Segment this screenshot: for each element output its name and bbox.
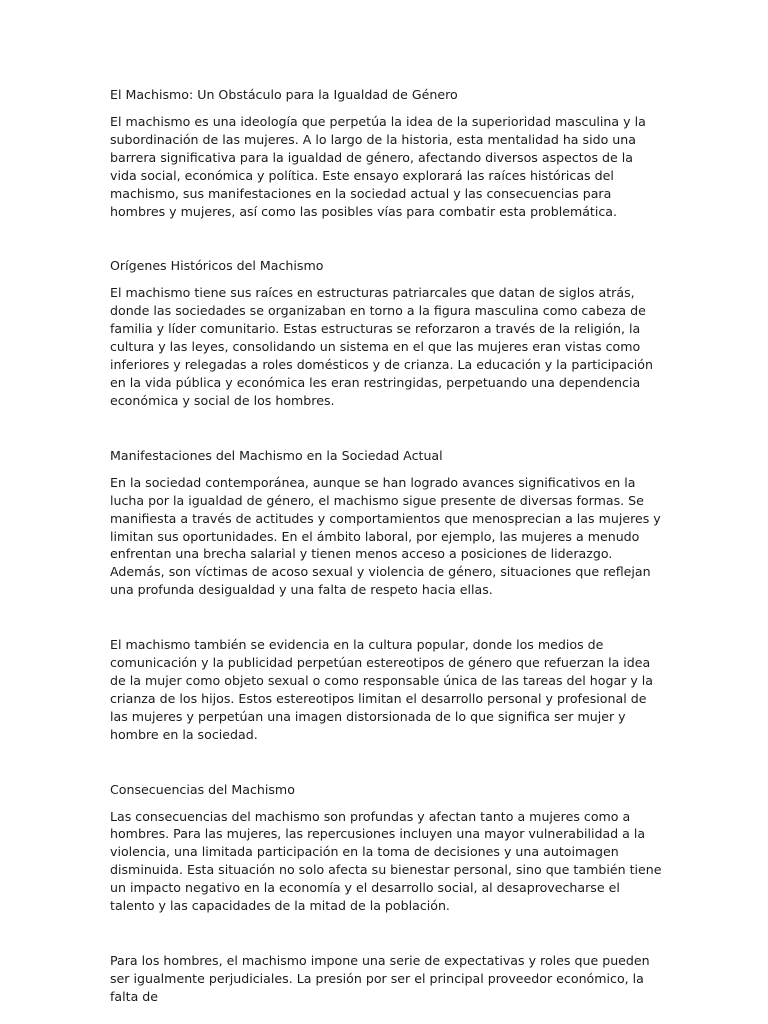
paragraph-spacer	[110, 744, 662, 781]
origins-paragraph: El machismo tiene sus raíces en estructuras patriarcales que datan de siglos atrás, donde las sociedades se organizaban en torno a la figura masculina como cabeza de familia y líder comunitario. Estas estructuras se reforzaron a través de la religión, la cultura y las leyes, consolidando un sistema en el que las mujeres eran vistas como inferiores y relegadas a roles domésticos y de crianza. La educación y la participación en la vida pública y económica les eran restringidas, perpetuando una dependencia económica y social de los hombres.	[110, 285, 653, 408]
paragraph-spacer	[110, 915, 662, 952]
section-heading-manifestations: Manifestaciones del Machismo en la Sociedad Actual	[110, 447, 443, 463]
section-heading-consequences: Consecuencias del Machismo	[110, 781, 295, 797]
manifestations-paragraph-2: El machismo también se evidencia en la cultura popular, donde los medios de comunicación y la publicidad perpetúan estereotipos de género que refuerzan la idea de la mujer como objeto sexual o como responsable única de las tareas del hogar y la crianza de los hijos. Estos estereotipos limitan el desarrollo personal y profesional de las mujeres y perpetúan una imagen distorsionada de lo que significa ser mujer y hombre en la sociedad.	[110, 637, 654, 742]
manifestations-paragraph-1: En la sociedad contemporánea, aunque se han logrado avances significativos en la lucha por la igualdad de género, el machismo sigue presente de diversas formas. Se manifiesta a través de actitudes y comportamientos que menosprecian a las mujeres y limitan sus oportunidades. En el ámbito laboral, por ejemplo, las mujeres a menudo enfrentan una brecha salarial y tienen menos acceso a posiciones de liderazgo. Además, son víctimas de acoso sexual y violencia de género, situaciones que reflejan una profunda desigualdad y una falta de respeto hacia ellas.	[110, 474, 661, 598]
consequences-paragraph-1: Las consecuencias del machismo son profundas y afectan tanto a mujeres como a hombres. Para las mujeres, las repercusiones incluyen una mayor vulnerabilidad a la violencia, una limitada participación en la toma de decisiones y una autoimagen disminuida. Esta situación no solo afecta su bienestar personal, sino que también tiene un impacto negativo en la economía y el desarrollo social, al desaprovecharse el talento y las capacidades de la mitad de la población.	[110, 808, 662, 914]
paragraph-spacer	[110, 599, 662, 636]
paragraph-spacer	[110, 410, 662, 447]
consequences-paragraph-2: Para los hombres, el machismo impone una serie de expectativas y roles que pueden ser igualmente perjudiciales. La presión por ser el principal proveedor económico, la falta de	[110, 953, 650, 1004]
intro-paragraph: El machismo es una ideología que perpetúa la idea de la superioridad masculina y la subordinación de las mujeres. A lo largo de la historia, esta mentalidad ha sido una barrera significativa para la igualdad de género, afectando diversos aspectos de la vida social, económica y política. Este ensayo explorará las raíces históricas del machismo, sus manifestaciones en la sociedad actual y las consecuencias para hombres y mujeres, así como las posibles vías para combatir esta problemática.	[110, 114, 646, 219]
section-heading-origins: Orígenes Históricos del Machismo	[110, 258, 324, 274]
document-title: El Machismo: Un Obstáculo para la Igualdad de Género	[110, 87, 458, 102]
paragraph-spacer	[110, 220, 662, 257]
document-body	[110, 86, 662, 1006]
